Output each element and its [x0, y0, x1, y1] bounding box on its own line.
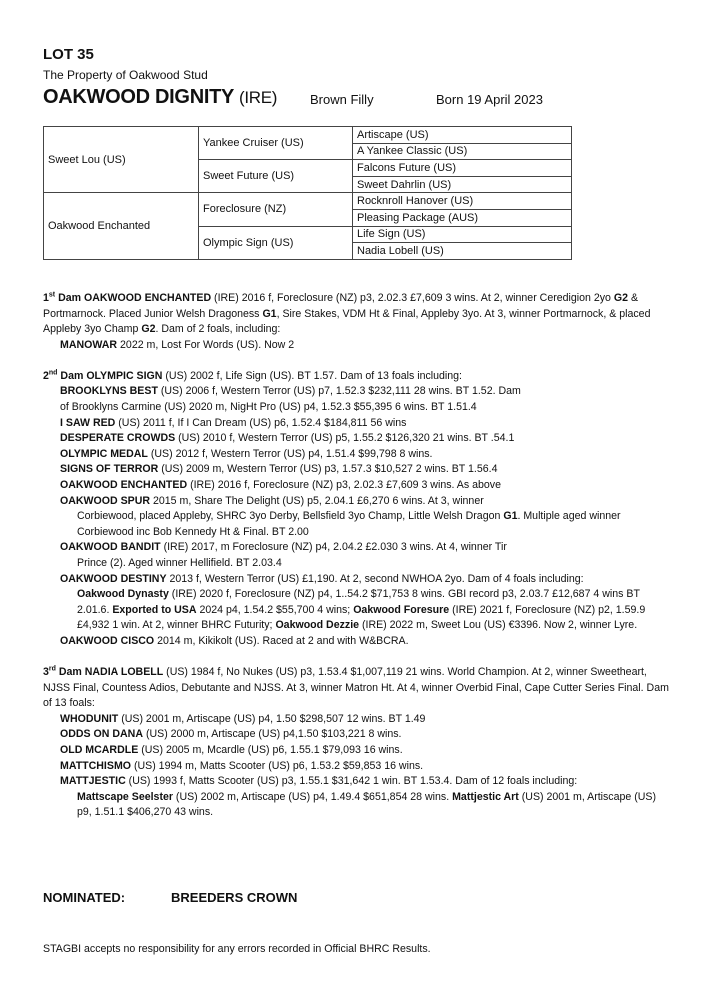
- foal-entry: [43, 727, 673, 743]
- grand-foal-name: Oakwood Dynasty: [77, 588, 169, 601]
- pedigree-dam-dam: Olympic Sign (US): [199, 226, 353, 259]
- foal-entry: [43, 416, 673, 432]
- horse-name: [43, 86, 277, 109]
- grand-foal-name: Oakwood Dezzie: [275, 619, 360, 632]
- foal-entry: [43, 634, 673, 650]
- first-dam-num: 1: [43, 292, 49, 304]
- foal-text: (US) 2001 m, Artiscape (US) p4, 1.50 $298,507 12 wins. BT 1.49: [118, 712, 426, 725]
- grand-foal-text: (IRE) 2020 f, Foreclosure (NZ) p4, 1..54.2 $71,753 8 wins. GBI record p3, 2.03.7 £12,687 4 wins BT 2.01.6.: [77, 588, 640, 616]
- grand-foals: [43, 790, 673, 821]
- foal-entry: [43, 447, 673, 463]
- pedigree-gen3-7: Life Sign (US): [353, 226, 572, 243]
- grand-foals: [43, 587, 673, 634]
- foal-name: ODDS ON DANA: [60, 728, 143, 741]
- foal-text: (IRE) 2017, m Foreclosure (NZ) p4, 2.04.2 £2.030 3 wins. At 4, winner Tir: [160, 541, 507, 554]
- second-dam-paragraph: [43, 369, 673, 385]
- first-dam-heading: [43, 292, 211, 304]
- foal-entry-continuation: of Brooklyns Carmine (US) 2020 m, NigHt Pro (US) p4, 1.52.3 $55,395 6 wins. BT 1.51.4: [60, 401, 477, 414]
- pedigree-gen3-3: Falcons Future (US): [353, 160, 572, 177]
- foal-name: BROOKLYNS BEST: [60, 385, 158, 398]
- grade-badge: G1: [262, 307, 277, 320]
- pedigree-gen3-5: Rocknroll Hanover (US): [353, 193, 572, 210]
- horse-description: Brown Filly: [310, 92, 374, 107]
- family-notes: [43, 291, 673, 821]
- grand-foal-text: (US) 2002 m, Artiscape (US) p4, 1.49.4 $651,854 28 wins.: [172, 790, 453, 803]
- pedigree-sire: Sweet Lou (US): [44, 127, 199, 193]
- pedigree-gen3-1: Artiscape (US): [353, 127, 572, 144]
- grade-badge: G2: [613, 292, 629, 304]
- foal-entry: [43, 712, 673, 728]
- lot-number: LOT 35: [43, 46, 94, 63]
- grand-foal-name: Exported to USA: [112, 603, 197, 616]
- pedigree-sire-dam: Sweet Future (US): [199, 160, 353, 193]
- foal-name: OLD MCARDLE: [60, 744, 139, 757]
- foal-name: OAKWOOD CISCO: [60, 634, 155, 647]
- foal-name: OAKWOOD SPUR: [60, 494, 151, 507]
- foal-text: (IRE) 2016 f, Foreclosure (NZ) p3, 2.02.3 £7,609 3 wins. As above: [187, 479, 501, 492]
- pedigree-sire-sire: Yankee Cruiser (US): [199, 127, 353, 160]
- foal-text: (US) 2009 m, Western Terror (US) p3, 1.57.3 $10,527 2 wins. BT 1.56.4: [158, 463, 498, 476]
- horse-birth-date: Born 19 April 2023: [436, 92, 543, 107]
- foal-text: 2013 f, Western Terror (US) £1,190. At 2, second NWHOA 2yo. Dam of 4 foals including:: [166, 572, 584, 585]
- foal-entry: [43, 462, 673, 478]
- foal-text: (US) 2012 f, Western Terror (US) p4, 1.51.4 $99,798 8 wins.: [147, 447, 433, 460]
- foal-name: OLYMPIC MEDAL: [60, 447, 148, 460]
- third-dam-head: Dam NADIA LOBELL: [55, 666, 164, 679]
- foal-entry-continuation: [43, 509, 673, 540]
- grand-foal-text: 2024 p4, 1.54.2 $55,700 4 wins;: [196, 603, 354, 616]
- grand-foal-text: (IRE) 2021 f, Foreclosure (NZ) p2, 1.59.9 £4,932 1 win. At 2, winner BHRC Futurity;: [77, 603, 646, 632]
- disclaimer: STAGBI accepts no responsibility for any errors recorded in Official BHRC Results.: [43, 943, 431, 955]
- nominated-label: NOMINATED:: [43, 890, 126, 905]
- second-dam-sup: nd: [48, 369, 58, 377]
- foal-entry: [43, 572, 673, 588]
- foal-entry: [43, 384, 673, 400]
- foal-entry: [43, 478, 673, 494]
- second-dam-heading: [43, 370, 162, 382]
- third-dam-heading: [43, 666, 163, 678]
- horse-title-bar: [43, 86, 603, 112]
- first-dam-text: , Sire Stakes, VDM Ht & Final, Appleby 3yo. At 3, winner Portmarnock, & placed Appleby 3yo Champ: [43, 307, 651, 336]
- foal-name: DESPERATE CROWDS: [60, 432, 176, 445]
- third-dam-sup: rd: [48, 665, 56, 673]
- pedigree-dam: Oakwood Enchanted: [44, 193, 199, 259]
- pedigree-table: [43, 126, 572, 260]
- foal-text: (US) 1993 f, Matts Scooter (US) p3, 1.55.1 $31,642 1 win. BT 1.53.4. Dam of 12 foals including:: [125, 775, 578, 788]
- first-dam-head: Dam OAKWOOD ENCHANTED: [55, 292, 212, 304]
- grand-foal-text: (US) 2001 m, Artiscape (US) p9, 1.51.1 $406,270 43 wins.: [77, 790, 656, 819]
- third-dam-text: (US) 1984 f, No Nukes (US) p3, 1.53.4 $1,007,119 21 wins. World Champion. At 2, winner Sweetheart, NJSS Final, Countess Adios, Debutante and NJSS. At 3, winner Matron Ht. At 4, winner Overbid Final, Cape Cutter Series Final. Dam of 13 foals:: [43, 666, 669, 710]
- foal-entry: [43, 774, 673, 790]
- pedigree-gen3-8: Nadia Lobell (US): [353, 243, 572, 260]
- foal-text: (US) 2011 f, If I Can Dream (US) p6, 1.52.4 $184,811 56 wins: [115, 416, 407, 429]
- first-dam-text: . Dam of 2 foals, including:: [155, 323, 281, 336]
- grand-foal-text: (IRE) 2022 m, Sweet Lou (US) €3396. Now 2, winner Lyre.: [359, 619, 638, 632]
- third-dam-num: 3: [43, 666, 49, 679]
- grade-badge: G2: [141, 323, 156, 336]
- foal-entry: [43, 494, 673, 510]
- foal-text: (US) 1994 m, Matts Scooter (US) p6, 1.53.2 $59,853 16 wins.: [131, 759, 424, 772]
- foal-name: OAKWOOD ENCHANTED: [60, 479, 188, 492]
- foal-text: 2022 m, Lost For Words (US). Now 2: [117, 338, 295, 351]
- grand-foal-name: Mattjestic Art: [452, 790, 519, 803]
- second-dam-text: (US) 2002 f, Life Sign (US). BT 1.57. Dam of 13 foals including:: [162, 369, 462, 382]
- foal-name: WHODUNIT: [60, 712, 119, 725]
- third-dam-paragraph: [43, 665, 673, 712]
- first-dam-text: & Portmarnock. Placed Junior Welsh Dragoness: [43, 292, 639, 320]
- foal-entry: [43, 540, 673, 556]
- first-dam-paragraph: [43, 291, 673, 338]
- foal-name: OAKWOOD BANDIT: [60, 541, 161, 554]
- foal-name: I SAW RED: [60, 416, 116, 429]
- horse-origin: (IRE): [238, 88, 278, 107]
- foal-entry-continuation: Prince (2). Aged winner Hellifield. BT 2.03.4: [77, 557, 282, 569]
- foal-entry: [43, 759, 673, 775]
- property-line: The Property of Oakwood Stud: [43, 68, 208, 82]
- horse-name-text: OAKWOOD DIGNITY: [43, 86, 234, 108]
- grade-badge: G1: [503, 510, 518, 523]
- grand-foal-name: Mattscape Seelster: [77, 790, 173, 803]
- foal-entry: [43, 743, 673, 759]
- pedigree-dam-sire: Foreclosure (NZ): [199, 193, 353, 226]
- foal-text: (US) 2005 m, Mcardle (US) p6, 1.55.1 $79,093 16 wins.: [138, 744, 403, 757]
- foal-name: SIGNS OF TERROR: [60, 463, 159, 476]
- second-dam-num: 2: [43, 369, 49, 382]
- first-dam-sup: st: [48, 291, 56, 299]
- foal-text: (US) 2010 f, Western Terror (US) p5, 1.55.2 $126,320 21 wins. BT .54.1: [175, 432, 515, 445]
- pedigree-gen3-2: A Yankee Classic (US): [353, 143, 572, 160]
- grand-foal-name: Oakwood Foresure: [353, 603, 450, 616]
- foal-text: 2015 m, Share The Delight (US) p5, 2.04.1 £6,270 6 wins. At 3, winner: [150, 494, 484, 507]
- pedigree-gen3-4: Sweet Dahrlin (US): [353, 176, 572, 193]
- nominated-value: BREEDERS CROWN: [171, 890, 298, 905]
- foal-name: MATTCHISMO: [60, 759, 132, 772]
- foal-name: MANOWAR: [60, 338, 118, 351]
- foal-name: OAKWOOD DESTINY: [60, 572, 167, 585]
- foal-text: (US) 2006 f, Western Terror (US) p7, 1.52.3 $232,111 28 wins. BT 1.52. Dam: [157, 385, 521, 398]
- foal-name: MATTJESTIC: [60, 775, 126, 788]
- foal-cont-text: . Multiple aged winner Corbiewood inc Bob Kennedy Ht & Final. BT 2.00: [77, 510, 621, 538]
- foal-text: 2014 m, Kikikolt (US). Raced at 2 and with W&BCRA.: [154, 634, 409, 647]
- foal-entry: [43, 431, 673, 447]
- second-dam-head: Dam OLYMPIC SIGN: [57, 369, 163, 382]
- foal-cont-text: Corbiewood, placed Appleby, SHRC 3yo Derby, Bellsfield 3yo Champ, Little Welsh Dragon: [77, 510, 504, 523]
- first-dam-text: (IRE) 2016 f, Foreclosure (NZ) p3, 2.02.3 £7,609 3 wins. At 2, winner Ceredigion 2yo: [211, 292, 614, 304]
- foal-text: (US) 2000 m, Artiscape (US) p4,1.50 $103,221 8 wins.: [143, 728, 402, 741]
- pedigree-gen3-6: Pleasing Package (AUS): [353, 209, 572, 226]
- first-dam-foal: [43, 338, 673, 354]
